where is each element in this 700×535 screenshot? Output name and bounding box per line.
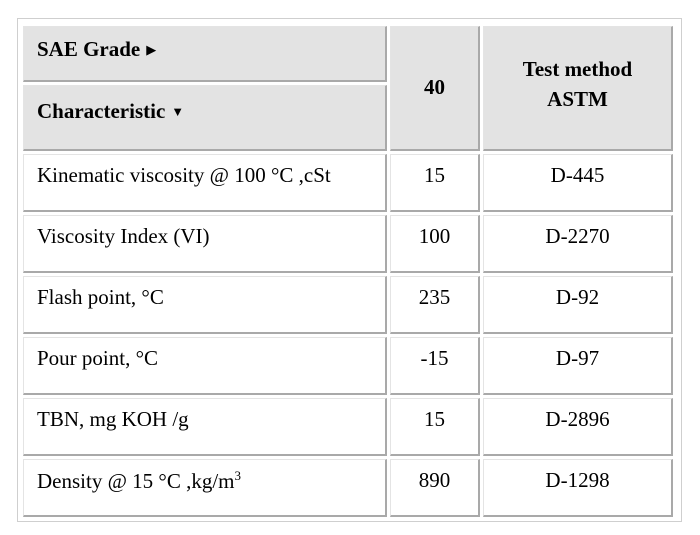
characteristic-cell: Kinematic viscosity @ 100 °C ,cSt: [37, 163, 331, 187]
row-6-characteristic: [23, 459, 387, 517]
test-method-line1: Test method: [522, 57, 633, 81]
arrow-down-icon: ▼: [171, 104, 185, 119]
header-sae-grade: [23, 26, 387, 82]
value-cell: 890: [418, 468, 451, 492]
row-5-value: [390, 398, 480, 456]
superscript-exponent: 3: [234, 468, 241, 483]
row-2-characteristic: [23, 215, 387, 273]
row-6-value: [390, 459, 480, 517]
row-3-value: [390, 276, 480, 334]
row-4-method: [483, 337, 673, 395]
characteristic-cell: Pour point, °C: [37, 346, 158, 370]
arrow-right-icon: ▶: [146, 42, 157, 57]
row-5-method: [483, 398, 673, 456]
method-cell: D-1298: [545, 468, 610, 492]
row-1-method: [483, 154, 673, 212]
sae-grade-text: [37, 37, 156, 62]
characteristic-text: Density @ 15 °C ,kg/m: [37, 469, 235, 493]
grade-value: 40: [424, 75, 445, 99]
characteristic-cell: Viscosity Index (VI): [37, 224, 210, 248]
row-2-value: [390, 215, 480, 273]
characteristic-cell: Flash point, °C: [37, 285, 164, 309]
method-cell: D-97: [555, 346, 600, 370]
row-4-value: [390, 337, 480, 395]
test-method-line2: ASTM: [547, 87, 608, 111]
sae-grade-label: SAE Grade: [37, 37, 141, 61]
spec-table: [17, 18, 682, 522]
row-5-characteristic: [23, 398, 387, 456]
header-characteristic: [23, 85, 387, 151]
value-cell: -15: [420, 346, 449, 370]
row-1-characteristic: [23, 154, 387, 212]
value-cell: 235: [418, 285, 451, 309]
row-3-method: [483, 276, 673, 334]
characteristic-label: Characteristic: [37, 99, 166, 123]
method-cell: D-2270: [545, 224, 610, 248]
row-2-method: [483, 215, 673, 273]
value-cell: 15: [424, 407, 445, 431]
characteristic-cell: [37, 468, 241, 494]
header-test-method: [483, 26, 673, 151]
header-grade-40: [390, 26, 480, 151]
method-cell: D-92: [555, 285, 600, 309]
characteristic-cell: TBN, mg KOH /g: [37, 407, 189, 431]
method-cell: D-445: [550, 163, 605, 187]
characteristic-text: [37, 99, 184, 124]
row-6-method: [483, 459, 673, 517]
row-1-value: [390, 154, 480, 212]
value-cell: 100: [418, 224, 451, 248]
method-cell: D-2896: [545, 407, 610, 431]
row-4-characteristic: [23, 337, 387, 395]
row-3-characteristic: [23, 276, 387, 334]
value-cell: 15: [424, 163, 445, 187]
